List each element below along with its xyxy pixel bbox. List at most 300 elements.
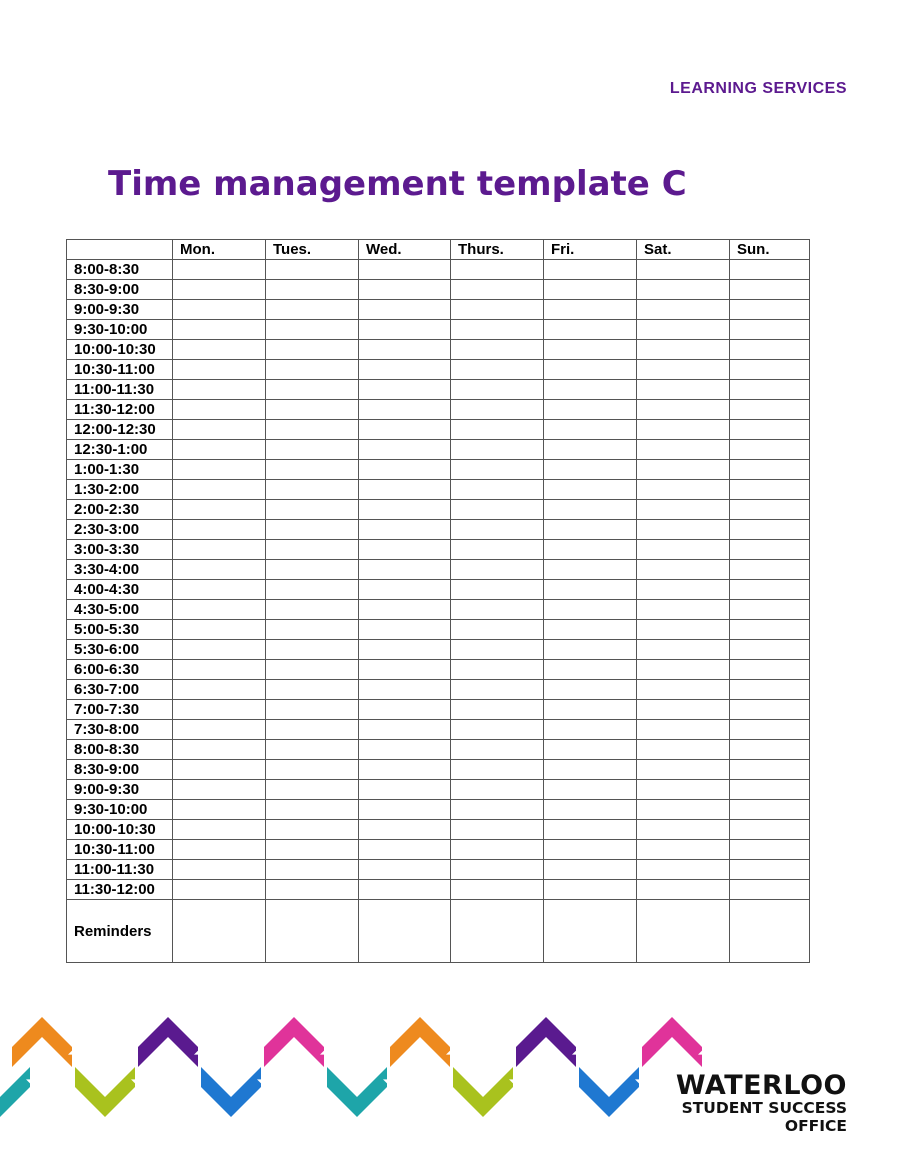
schedule-cell[interactable] bbox=[359, 880, 451, 900]
schedule-cell[interactable] bbox=[451, 900, 544, 963]
schedule-cell[interactable] bbox=[544, 520, 637, 540]
schedule-cell[interactable] bbox=[359, 460, 451, 480]
header-label: LEARNING SERVICES bbox=[669, 80, 847, 97]
time-slot-label: 1:30-2:00 bbox=[67, 480, 173, 500]
time-slot-row bbox=[67, 820, 810, 840]
time-slot-row bbox=[67, 340, 810, 360]
time-slot-row bbox=[67, 400, 810, 420]
schedule-cell[interactable] bbox=[266, 260, 359, 280]
schedule-cell[interactable] bbox=[451, 860, 544, 880]
schedule-cell[interactable] bbox=[544, 720, 637, 740]
schedule-cell[interactable] bbox=[359, 620, 451, 640]
time-slot-row bbox=[67, 260, 810, 280]
schedule-cell[interactable] bbox=[544, 540, 637, 560]
schedule-cell[interactable] bbox=[359, 740, 451, 760]
schedule-cell[interactable] bbox=[544, 400, 637, 420]
schedule-cell[interactable] bbox=[451, 260, 544, 280]
schedule-cell[interactable] bbox=[544, 860, 637, 880]
time-slot-label: 3:00-3:30 bbox=[67, 540, 173, 560]
schedule-cell[interactable] bbox=[637, 420, 730, 440]
schedule-cell[interactable] bbox=[730, 520, 810, 540]
schedule-cell[interactable] bbox=[544, 780, 637, 800]
time-slot-label: 10:30-11:00 bbox=[67, 360, 173, 380]
schedule-cell[interactable] bbox=[637, 340, 730, 360]
schedule-cell[interactable] bbox=[359, 860, 451, 880]
time-slot-label: 11:00-11:30 bbox=[67, 380, 173, 400]
schedule-cell[interactable] bbox=[451, 520, 544, 540]
time-slot-row bbox=[67, 440, 810, 460]
schedule-cell[interactable] bbox=[544, 660, 637, 680]
schedule-cell[interactable] bbox=[730, 720, 810, 740]
schedule-cell[interactable] bbox=[266, 780, 359, 800]
schedule-cell[interactable] bbox=[173, 540, 266, 560]
schedule-cell[interactable] bbox=[637, 740, 730, 760]
schedule-cell[interactable] bbox=[451, 440, 544, 460]
schedule-cell[interactable] bbox=[730, 320, 810, 340]
schedule-cell[interactable] bbox=[544, 900, 637, 963]
schedule-cell[interactable] bbox=[359, 700, 451, 720]
schedule-cell[interactable] bbox=[173, 460, 266, 480]
schedule-cell[interactable] bbox=[266, 860, 359, 880]
time-slot-label: 9:30-10:00 bbox=[67, 800, 173, 820]
schedule-cell[interactable] bbox=[544, 500, 637, 520]
schedule-cell[interactable] bbox=[359, 480, 451, 500]
schedule-cell[interactable] bbox=[359, 780, 451, 800]
time-slot-label: 11:30-12:00 bbox=[67, 400, 173, 420]
time-slot-label: 10:30-11:00 bbox=[67, 840, 173, 860]
day-header: Mon. bbox=[173, 240, 266, 260]
schedule-cell[interactable] bbox=[266, 520, 359, 540]
schedule-cell[interactable] bbox=[451, 820, 544, 840]
schedule-cell[interactable] bbox=[266, 880, 359, 900]
schedule-cell[interactable] bbox=[637, 280, 730, 300]
schedule-cell[interactable] bbox=[637, 320, 730, 340]
schedule-cell[interactable] bbox=[266, 540, 359, 560]
schedule-cell[interactable] bbox=[359, 380, 451, 400]
schedule-cell[interactable] bbox=[266, 580, 359, 600]
schedule-cell[interactable] bbox=[637, 640, 730, 660]
schedule-cell[interactable] bbox=[359, 400, 451, 420]
schedule-cell[interactable] bbox=[266, 440, 359, 460]
chevron-stripe bbox=[328, 1046, 338, 1052]
day-header: Tues. bbox=[266, 240, 359, 260]
schedule-cell[interactable] bbox=[637, 440, 730, 460]
schedule-cell[interactable] bbox=[359, 720, 451, 740]
schedule-cell[interactable] bbox=[730, 580, 810, 600]
schedule-cell[interactable] bbox=[730, 420, 810, 440]
schedule-cell[interactable] bbox=[266, 560, 359, 580]
schedule-cell[interactable] bbox=[451, 280, 544, 300]
schedule-cell[interactable] bbox=[451, 480, 544, 500]
schedule-cell[interactable] bbox=[730, 260, 810, 280]
schedule-cell[interactable] bbox=[173, 880, 266, 900]
schedule-cell[interactable] bbox=[544, 620, 637, 640]
schedule-cell[interactable] bbox=[173, 600, 266, 620]
schedule-cell[interactable] bbox=[173, 700, 266, 720]
time-slot-row bbox=[67, 740, 810, 760]
schedule-cell[interactable] bbox=[173, 360, 266, 380]
schedule-cell[interactable] bbox=[637, 840, 730, 860]
time-slot-row bbox=[67, 600, 810, 620]
chevron-stripe bbox=[391, 1082, 401, 1088]
schedule-cell[interactable] bbox=[637, 760, 730, 780]
schedule-cell[interactable] bbox=[359, 900, 451, 963]
time-slot-label: 12:00-12:30 bbox=[67, 420, 173, 440]
time-slot-row bbox=[67, 360, 810, 380]
schedule-cell[interactable] bbox=[730, 480, 810, 500]
schedule-cell[interactable] bbox=[730, 860, 810, 880]
chevron-stripe bbox=[265, 1082, 275, 1088]
schedule-cell[interactable] bbox=[544, 760, 637, 780]
schedule-cell[interactable] bbox=[173, 660, 266, 680]
schedule-cell[interactable] bbox=[730, 680, 810, 700]
schedule-cell[interactable] bbox=[637, 600, 730, 620]
waterloo-logo bbox=[676, 1072, 847, 1134]
schedule-cell[interactable] bbox=[544, 700, 637, 720]
time-slot-label: 9:00-9:30 bbox=[67, 300, 173, 320]
schedule-cell[interactable] bbox=[544, 600, 637, 620]
schedule-cell[interactable] bbox=[173, 320, 266, 340]
time-slot-label: 9:00-9:30 bbox=[67, 780, 173, 800]
logo-line-1: WATERLOO bbox=[675, 1070, 847, 1101]
schedule-cell[interactable] bbox=[173, 680, 266, 700]
schedule-cell[interactable] bbox=[637, 380, 730, 400]
schedule-cell[interactable] bbox=[451, 360, 544, 380]
zigzag-chevron bbox=[138, 1017, 198, 1067]
schedule-cell[interactable] bbox=[359, 420, 451, 440]
schedule-cell[interactable] bbox=[266, 480, 359, 500]
schedule-cell[interactable] bbox=[266, 740, 359, 760]
schedule-cell[interactable] bbox=[359, 320, 451, 340]
schedule-cell[interactable] bbox=[637, 540, 730, 560]
schedule-cell[interactable] bbox=[730, 600, 810, 620]
schedule-cell[interactable] bbox=[266, 760, 359, 780]
schedule-cell[interactable] bbox=[266, 460, 359, 480]
schedule-cell[interactable] bbox=[359, 300, 451, 320]
schedule-cell[interactable] bbox=[173, 620, 266, 640]
schedule-cell[interactable] bbox=[451, 720, 544, 740]
schedule-cell[interactable] bbox=[544, 280, 637, 300]
schedule-cell[interactable] bbox=[637, 500, 730, 520]
schedule-cell[interactable] bbox=[451, 640, 544, 660]
schedule-cell[interactable] bbox=[730, 340, 810, 360]
schedule-cell[interactable] bbox=[637, 620, 730, 640]
schedule-cell[interactable] bbox=[173, 800, 266, 820]
time-slot-row bbox=[67, 420, 810, 440]
schedule-cell[interactable] bbox=[266, 600, 359, 620]
chevron-stripe bbox=[643, 1082, 653, 1088]
schedule-cell[interactable] bbox=[266, 380, 359, 400]
schedule-cell[interactable] bbox=[637, 820, 730, 840]
schedule-cell[interactable] bbox=[359, 360, 451, 380]
time-slot-label: 2:30-3:00 bbox=[67, 520, 173, 540]
schedule-cell[interactable] bbox=[359, 820, 451, 840]
time-slot-label: 1:00-1:30 bbox=[67, 460, 173, 480]
schedule-cell[interactable] bbox=[451, 740, 544, 760]
schedule-cell[interactable] bbox=[173, 900, 266, 963]
zigzag-chevron bbox=[327, 1067, 387, 1117]
schedule-cell[interactable] bbox=[359, 540, 451, 560]
schedule-cell[interactable] bbox=[359, 560, 451, 580]
schedule-cell[interactable] bbox=[359, 440, 451, 460]
schedule-cell[interactable] bbox=[730, 760, 810, 780]
schedule-cell[interactable] bbox=[451, 700, 544, 720]
schedule-cell[interactable] bbox=[451, 760, 544, 780]
schedule-cell[interactable] bbox=[451, 620, 544, 640]
schedule-cell[interactable] bbox=[359, 600, 451, 620]
logo-line-3: OFFICE bbox=[784, 1116, 847, 1135]
schedule-cell[interactable] bbox=[637, 860, 730, 880]
schedule-cell[interactable] bbox=[730, 820, 810, 840]
schedule-cell[interactable] bbox=[266, 320, 359, 340]
schedule-cell[interactable] bbox=[451, 300, 544, 320]
time-slot-row bbox=[67, 460, 810, 480]
time-slot-label: 4:30-5:00 bbox=[67, 600, 173, 620]
schedule-cell[interactable] bbox=[451, 380, 544, 400]
schedule-cell[interactable] bbox=[544, 320, 637, 340]
time-slot-row bbox=[67, 580, 810, 600]
time-slot-row bbox=[67, 640, 810, 660]
schedule-cell[interactable] bbox=[359, 340, 451, 360]
chevron-stripe bbox=[706, 1046, 716, 1052]
schedule-cell[interactable] bbox=[451, 320, 544, 340]
schedule-cell[interactable] bbox=[730, 800, 810, 820]
schedule-cell[interactable] bbox=[730, 740, 810, 760]
schedule-cell[interactable] bbox=[730, 540, 810, 560]
schedule-cell[interactable] bbox=[173, 520, 266, 540]
schedule-cell[interactable] bbox=[266, 680, 359, 700]
schedule-cell[interactable] bbox=[544, 420, 637, 440]
schedule-cell[interactable] bbox=[730, 560, 810, 580]
schedule-cell[interactable] bbox=[359, 260, 451, 280]
schedule-cell[interactable] bbox=[637, 800, 730, 820]
schedule-cell[interactable] bbox=[544, 480, 637, 500]
schedule-cell[interactable] bbox=[359, 760, 451, 780]
schedule-cell[interactable] bbox=[730, 660, 810, 680]
zigzag-chevron bbox=[390, 1017, 450, 1067]
schedule-cell[interactable] bbox=[173, 860, 266, 880]
schedule-cell[interactable] bbox=[173, 480, 266, 500]
schedule-cell[interactable] bbox=[451, 600, 544, 620]
schedule-cell[interactable] bbox=[266, 300, 359, 320]
schedule-cell[interactable] bbox=[637, 520, 730, 540]
schedule-cell[interactable] bbox=[266, 400, 359, 420]
schedule-cell[interactable] bbox=[544, 380, 637, 400]
schedule-cell[interactable] bbox=[637, 580, 730, 600]
schedule-cell[interactable] bbox=[544, 560, 637, 580]
schedule-cell[interactable] bbox=[451, 660, 544, 680]
schedule-cell[interactable] bbox=[544, 440, 637, 460]
time-slot-row bbox=[67, 520, 810, 540]
schedule-cell[interactable] bbox=[451, 340, 544, 360]
time-slot-label: 9:30-10:00 bbox=[67, 320, 173, 340]
schedule-cell[interactable] bbox=[544, 360, 637, 380]
schedule-cell[interactable] bbox=[173, 420, 266, 440]
time-slot-label: 7:00-7:30 bbox=[67, 700, 173, 720]
schedule-cell[interactable] bbox=[173, 740, 266, 760]
schedule-cell[interactable] bbox=[730, 380, 810, 400]
schedule-cell[interactable] bbox=[451, 500, 544, 520]
schedule-cell[interactable] bbox=[359, 840, 451, 860]
schedule-cell[interactable] bbox=[544, 640, 637, 660]
schedule-cell[interactable] bbox=[637, 900, 730, 963]
schedule-cell[interactable] bbox=[451, 680, 544, 700]
schedule-cell[interactable] bbox=[266, 620, 359, 640]
schedule-cell[interactable] bbox=[173, 300, 266, 320]
schedule-cell[interactable] bbox=[451, 800, 544, 820]
schedule-cell[interactable] bbox=[266, 840, 359, 860]
time-slot-row bbox=[67, 500, 810, 520]
schedule-cell[interactable] bbox=[544, 840, 637, 860]
day-header: Fri. bbox=[544, 240, 637, 260]
schedule-cell[interactable] bbox=[451, 580, 544, 600]
schedule-cell[interactable] bbox=[637, 880, 730, 900]
schedule-cell[interactable] bbox=[173, 500, 266, 520]
schedule-cell[interactable] bbox=[637, 400, 730, 420]
schedule-cell[interactable] bbox=[637, 560, 730, 580]
zigzag-chevron bbox=[642, 1017, 702, 1067]
schedule-cell[interactable] bbox=[359, 580, 451, 600]
schedule-cell[interactable] bbox=[359, 660, 451, 680]
header-corner-cell bbox=[67, 240, 173, 260]
schedule-cell[interactable] bbox=[544, 260, 637, 280]
schedule-cell[interactable] bbox=[637, 480, 730, 500]
schedule-cell[interactable] bbox=[173, 560, 266, 580]
schedule-cell[interactable] bbox=[451, 780, 544, 800]
schedule-cell[interactable] bbox=[266, 340, 359, 360]
schedule-cell[interactable] bbox=[173, 340, 266, 360]
schedule-cell[interactable] bbox=[637, 460, 730, 480]
schedule-cell[interactable] bbox=[451, 560, 544, 580]
schedule-cell[interactable] bbox=[451, 420, 544, 440]
schedule-cell[interactable] bbox=[173, 780, 266, 800]
schedule-cell[interactable] bbox=[173, 380, 266, 400]
schedule-cell[interactable] bbox=[266, 420, 359, 440]
schedule-cell[interactable] bbox=[359, 520, 451, 540]
schedule-cell[interactable] bbox=[173, 280, 266, 300]
schedule-cell[interactable] bbox=[266, 900, 359, 963]
schedule-cell[interactable] bbox=[266, 700, 359, 720]
time-slot-label: 11:30-12:00 bbox=[67, 880, 173, 900]
schedule-cell[interactable] bbox=[266, 660, 359, 680]
schedule-cell[interactable] bbox=[544, 820, 637, 840]
time-slot-label: 8:00-8:30 bbox=[67, 260, 173, 280]
schedule-cell[interactable] bbox=[730, 360, 810, 380]
schedule-cell[interactable] bbox=[730, 280, 810, 300]
schedule-cell[interactable] bbox=[451, 880, 544, 900]
time-slot-row bbox=[67, 380, 810, 400]
time-slot-label: 3:30-4:00 bbox=[67, 560, 173, 580]
chevron-stripe bbox=[202, 1046, 212, 1052]
schedule-cell[interactable] bbox=[730, 620, 810, 640]
schedule-cell[interactable] bbox=[730, 840, 810, 860]
schedule-cell[interactable] bbox=[637, 700, 730, 720]
schedule-cell[interactable] bbox=[173, 840, 266, 860]
schedule-cell[interactable] bbox=[637, 720, 730, 740]
schedule-cell[interactable] bbox=[730, 300, 810, 320]
schedule-cell[interactable] bbox=[266, 720, 359, 740]
schedule-cell[interactable] bbox=[730, 400, 810, 420]
schedule-cell[interactable] bbox=[173, 720, 266, 740]
chevron-stripe bbox=[454, 1046, 464, 1052]
schedule-cell[interactable] bbox=[451, 400, 544, 420]
day-header: Thurs. bbox=[451, 240, 544, 260]
schedule-cell[interactable] bbox=[359, 800, 451, 820]
schedule-cell[interactable] bbox=[730, 500, 810, 520]
schedule-cell[interactable] bbox=[173, 260, 266, 280]
schedule-cell[interactable] bbox=[544, 740, 637, 760]
schedule-cell[interactable] bbox=[730, 640, 810, 660]
time-slot-row bbox=[67, 560, 810, 580]
schedule-cell[interactable] bbox=[637, 260, 730, 280]
schedule-cell[interactable] bbox=[359, 280, 451, 300]
chevron-stripe bbox=[76, 1046, 86, 1052]
schedule-cell[interactable] bbox=[544, 340, 637, 360]
schedule-cell[interactable] bbox=[637, 360, 730, 380]
zigzag-decoration bbox=[0, 1005, 720, 1120]
time-slot-label: 5:30-6:00 bbox=[67, 640, 173, 660]
schedule-cell[interactable] bbox=[544, 460, 637, 480]
schedule-cell[interactable] bbox=[637, 660, 730, 680]
time-slot-label: 8:30-9:00 bbox=[67, 280, 173, 300]
schedule-cell[interactable] bbox=[266, 640, 359, 660]
schedule-cell[interactable] bbox=[173, 400, 266, 420]
schedule-cell[interactable] bbox=[544, 880, 637, 900]
schedule-cell[interactable] bbox=[544, 680, 637, 700]
schedule-cell[interactable] bbox=[173, 820, 266, 840]
schedule-cell[interactable] bbox=[266, 800, 359, 820]
schedule-cell[interactable] bbox=[266, 500, 359, 520]
day-header: Sun. bbox=[730, 240, 810, 260]
schedule-cell[interactable] bbox=[173, 640, 266, 660]
schedule-cell[interactable] bbox=[173, 440, 266, 460]
schedule-cell[interactable] bbox=[544, 800, 637, 820]
schedule-cell[interactable] bbox=[730, 880, 810, 900]
zigzag-chevron bbox=[201, 1067, 261, 1117]
schedule-cell[interactable] bbox=[730, 460, 810, 480]
schedule-cell[interactable] bbox=[544, 580, 637, 600]
schedule-cell[interactable] bbox=[266, 280, 359, 300]
schedule-cell[interactable] bbox=[173, 580, 266, 600]
schedule-cell[interactable] bbox=[451, 840, 544, 860]
schedule-cell[interactable] bbox=[451, 540, 544, 560]
reminders-label: Reminders bbox=[67, 900, 173, 963]
schedule-cell[interactable] bbox=[266, 360, 359, 380]
schedule-cell[interactable] bbox=[730, 780, 810, 800]
schedule-cell[interactable] bbox=[544, 300, 637, 320]
time-slot-row bbox=[67, 480, 810, 500]
time-slot-row bbox=[67, 280, 810, 300]
schedule-cell[interactable] bbox=[173, 760, 266, 780]
day-header: Sat. bbox=[637, 240, 730, 260]
schedule-cell[interactable] bbox=[730, 900, 810, 963]
schedule-cell[interactable] bbox=[637, 300, 730, 320]
schedule-cell[interactable] bbox=[730, 440, 810, 460]
time-slot-label: 4:00-4:30 bbox=[67, 580, 173, 600]
schedule-cell[interactable] bbox=[359, 680, 451, 700]
time-slot-label: 10:00-10:30 bbox=[67, 340, 173, 360]
schedule-cell[interactable] bbox=[359, 500, 451, 520]
time-slot-label: 6:00-6:30 bbox=[67, 660, 173, 680]
schedule-cell[interactable] bbox=[637, 780, 730, 800]
reminders-row bbox=[67, 900, 810, 963]
schedule-cell[interactable] bbox=[451, 460, 544, 480]
schedule-cell[interactable] bbox=[266, 820, 359, 840]
zigzag-chevron bbox=[0, 1067, 30, 1117]
schedule-cell[interactable] bbox=[637, 680, 730, 700]
schedule-cell[interactable] bbox=[730, 700, 810, 720]
schedule-cell[interactable] bbox=[359, 640, 451, 660]
